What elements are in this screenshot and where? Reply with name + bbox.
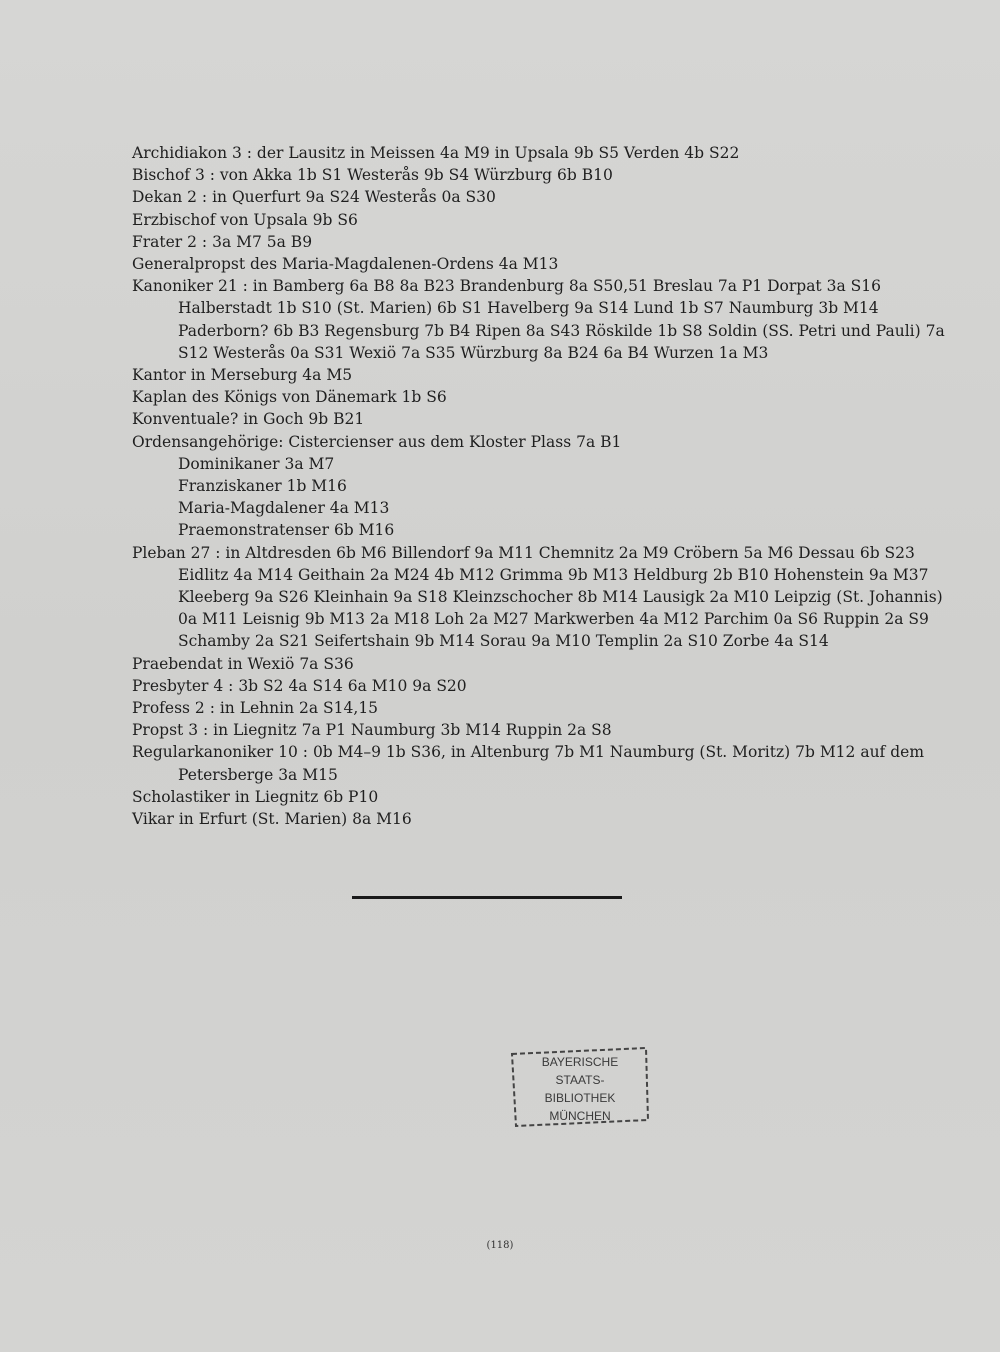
index-entry: Vikar in Erfurt (St. Marien) 8a M16 (132, 810, 412, 829)
index-entries (132, 142, 950, 830)
page-number: (118) (486, 1240, 514, 1251)
index-subentry: Maria-Magdalener 4a M13 (178, 499, 390, 518)
index-entry: Frater 2 : 3a M7 5a B9 (132, 232, 313, 251)
index-entry: Erzbischof von Upsala 9b S6 (132, 210, 358, 229)
index-entry: Kantor in Merseburg 4a M5 (132, 366, 353, 385)
index-entry: Praebendat in Wexiö 7a S36 (132, 654, 354, 673)
index-entry: Propst 3 : in Liegnitz 7a P1 Naumburg 3b M14 Ruppin 2a S8 (132, 721, 612, 740)
index-entry: Profess 2 : in Lehnin 2a S14,15 (132, 699, 379, 718)
section-end-rule (352, 896, 622, 899)
library-stamp (506, 1040, 652, 1130)
index-entry: Generalpropst des Maria-Magdalenen-Ordens 4a M13 (132, 255, 559, 274)
svg-text:MÜNCHEN: MÜNCHEN (549, 1109, 611, 1123)
svg-text:BIBLIOTHEK: BIBLIOTHEK (544, 1091, 616, 1105)
index-entry: Kaplan des Königs von Dänemark 1b S6 (132, 388, 447, 407)
index-entry: Presbyter 4 : 3b S2 4a S14 6a M10 9a S20 (132, 676, 467, 695)
index-entry: Pleban 27 : in Altdresden 6b M6 Billendorf 9a M11 Chemnitz 2a M9 Cröbern 5a M6 Dessau 6b S23 Eidlitz 4a M14 Geithain 2a M24 4b M12 Grimma 9b M13 Heldburg 2b B10 Hohenstein 9a M37 Kleeberg 9a S26 Kleinhain 9a S18 Kleinzschocher 8b M14 Lausigk 2a M10 Leipzig (St. Johannis) 0a M11 Leisnig 9b M13 2a M18 Loh 2a M27 Markwerben 4a M12 Parchim 0a S6 Ruppin 2a S9 Schamby 2a S21 Seifertshain 9b M14 Sorau 9a M10 Templin 2a S10 Zorbe 4a S14 (132, 543, 943, 651)
index-entry: Ordensangehörige: Cistercienser aus dem Kloster Plass 7a B1 (132, 432, 622, 451)
index-entry: Konventuale? in Goch 9b B21 (132, 410, 365, 429)
index-entry: Dekan 2 : in Querfurt 9a S24 Westerås 0a S30 (132, 188, 496, 207)
svg-text:BAYERISCHE: BAYERISCHE (541, 1055, 619, 1069)
index-entry: Regularkanoniker 10 : 0b M4–9 1b S36, in Altenburg 7b M1 Naumburg (St. Moritz) 7b M12 auf dem Petersberge 3a M15 (132, 743, 925, 784)
index-entry: Kanoniker 21 : in Bamberg 6a B8 8a B23 Brandenburg 8a S50,51 Breslau 7a P1 Dorpat 3a S16 Halberstadt 1b S10 (St. Marien) 6b S1 Havelberg 9a S14 Lund 1b S7 Naumburg 3b M14 Paderborn? 6b B3 Regensburg 7b B4 Ripen 8a S43 Röskilde 1b S8 Soldin (SS. Petri und Pauli) 7a S12 Westerås 0a S31 Wexiö 7a S35 Würzburg 8a B24 6a B4 Wurzen 1a M3 (132, 277, 945, 362)
index-entry: Scholastiker in Liegnitz 6b P10 (132, 787, 379, 806)
index-entry: Bischof 3 : von Akka 1b S1 Westerås 9b S4 Würzburg 6b B10 (132, 166, 613, 185)
svg-text:STAATS-: STAATS- (555, 1073, 605, 1087)
index-subentry: Dominikaner 3a M7 (178, 454, 335, 473)
index-subentry: Franziskaner 1b M16 (178, 477, 347, 496)
index-subentry: Praemonstratenser 6b M16 (178, 521, 395, 540)
index-entry: Archidiakon 3 : der Lausitz in Meissen 4a M9 in Upsala 9b S5 Verden 4b S22 (132, 144, 740, 162)
